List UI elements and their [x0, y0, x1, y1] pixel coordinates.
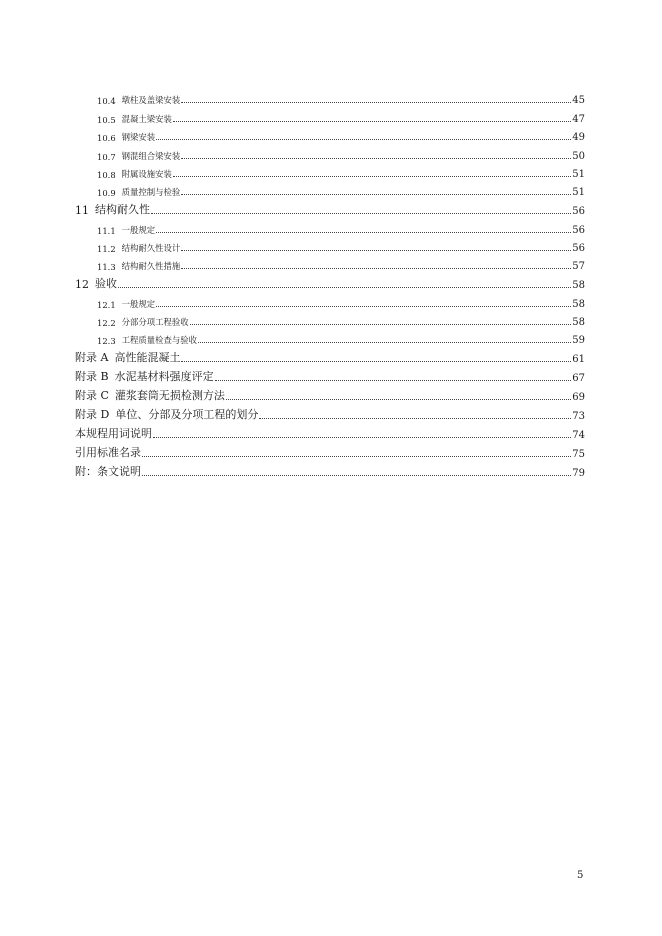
toc-entry-page: 56 — [572, 206, 585, 218]
dot-leader — [181, 267, 571, 269]
toc-entry-number: 10.9 — [97, 188, 116, 199]
toc-entry-title: 一般规定 — [121, 298, 156, 309]
toc-entry-title: 墩柱及盖梁安装 — [121, 95, 181, 106]
toc-entry-title: 结构耐久性 — [95, 203, 150, 217]
toc-entry-title: 验收 — [95, 277, 117, 291]
toc-entry-number: 附录 A — [75, 351, 109, 365]
toc-entry-number: 12.3 — [97, 336, 116, 347]
toc-entry-title: 高性能混凝土 — [114, 351, 181, 365]
dot-leader — [151, 212, 571, 214]
toc-entry-title: 本规程用词说明 — [75, 426, 152, 440]
dot-leader — [118, 286, 571, 288]
toc-entry-title: 附：条文说明 — [75, 464, 141, 478]
toc-entry-number: 10.8 — [97, 169, 116, 180]
toc-entry-12-2[interactable] — [75, 310, 585, 328]
toc-entry-number: 10.6 — [97, 133, 116, 144]
toc-entry-number: 附录 B — [75, 370, 109, 384]
toc-entry-title: 钢梁安装 — [121, 132, 156, 143]
dot-leader — [198, 341, 571, 343]
toc-entry-title: 灌浆套筒无损检测方法 — [114, 389, 225, 403]
toc-entry-title: 水泥基材料强度评定 — [114, 370, 214, 384]
dot-leader — [226, 398, 571, 400]
toc-appendix-b[interactable] — [75, 365, 585, 384]
toc-entry-page: 51 — [572, 187, 585, 199]
toc-entry-title: 引用标准名录 — [75, 445, 141, 459]
toc-entry-number: 12.2 — [97, 318, 116, 329]
dot-leader — [156, 231, 571, 233]
dot-leader — [153, 436, 571, 438]
toc-entry-title: 结构耐久性措施 — [121, 261, 181, 272]
toc-entry-number: 11.3 — [97, 262, 116, 273]
toc-entry-page: 45 — [572, 95, 585, 107]
dot-leader — [259, 417, 571, 419]
toc-entry-page: 61 — [572, 354, 585, 366]
toc-entry-page: 74 — [572, 429, 585, 441]
dot-leader — [181, 360, 571, 362]
toc-entry-number: 11.1 — [97, 225, 116, 236]
toc-entry-number: 11.2 — [97, 244, 116, 255]
toc-entry-title: 附属设施安装 — [121, 168, 172, 179]
toc-entry-number: 12 — [75, 278, 89, 292]
dot-leader — [156, 138, 571, 140]
toc-entry-number: 附录 D — [75, 408, 110, 422]
toc-entry-11-2[interactable] — [75, 236, 585, 254]
toc-entry-page: 51 — [572, 168, 585, 180]
toc-chapter-11[interactable] — [75, 198, 585, 217]
toc-entry-11-1[interactable] — [75, 217, 585, 235]
toc-wording-explanation[interactable] — [75, 422, 585, 441]
toc-entry-page: 75 — [572, 448, 585, 460]
toc-entry-number: 12.1 — [97, 299, 116, 310]
dot-leader — [173, 175, 571, 177]
toc-entry-page: 58 — [572, 280, 585, 292]
toc-entry-12-1[interactable] — [75, 291, 585, 309]
toc-entry-page: 59 — [572, 335, 585, 347]
page-number: 5 — [577, 870, 584, 881]
toc-entry-10-9[interactable] — [75, 180, 585, 198]
dot-leader — [181, 249, 571, 251]
toc-entry-title: 质量控制与检验 — [121, 187, 181, 198]
dot-leader — [156, 305, 571, 307]
toc-entry-title: 一般规定 — [121, 224, 156, 235]
toc-entry-title: 钢混组合梁安装 — [121, 150, 181, 161]
toc-entry-page: 56 — [572, 224, 585, 236]
toc-chapter-12[interactable] — [75, 272, 585, 291]
dot-leader — [181, 157, 571, 159]
toc-entry-10-4[interactable] — [75, 88, 585, 106]
toc-entry-page: 73 — [572, 411, 585, 423]
toc-referenced-standards[interactable] — [75, 441, 585, 460]
dot-leader — [190, 323, 572, 325]
toc-entry-page: 56 — [572, 243, 585, 255]
toc-entry-number: 11 — [75, 204, 89, 218]
toc-entry-number: 10.7 — [97, 151, 116, 162]
dot-leader — [215, 379, 572, 381]
toc-entry-title: 分部分项工程验收 — [121, 317, 189, 328]
toc-entry-12-3[interactable] — [75, 328, 585, 346]
toc-entry-title: 混凝土梁安装 — [121, 113, 172, 124]
toc-entry-page: 79 — [572, 467, 585, 479]
toc-entry-number: 附录 C — [75, 389, 109, 403]
toc-entry-page: 49 — [572, 132, 585, 144]
toc-appendix-a[interactable] — [75, 346, 585, 365]
toc-entry-11-3[interactable] — [75, 254, 585, 272]
toc-entry-10-6[interactable] — [75, 125, 585, 143]
table-of-contents — [75, 88, 585, 479]
toc-entry-10-8[interactable] — [75, 162, 585, 180]
toc-entry-title: 单位、分部及分项工程的划分 — [115, 408, 259, 422]
toc-entry-10-7[interactable] — [75, 143, 585, 161]
toc-entry-page: 58 — [572, 317, 585, 329]
toc-entry-title: 结构耐久性设计 — [121, 243, 181, 254]
dot-leader — [142, 474, 571, 476]
toc-appendix-c[interactable] — [75, 384, 585, 403]
toc-entry-10-5[interactable] — [75, 106, 585, 124]
dot-leader — [181, 193, 571, 195]
toc-entry-title: 工程质量检查与验收 — [121, 335, 198, 346]
dot-leader — [181, 101, 571, 103]
toc-entry-number: 10.5 — [97, 114, 116, 125]
toc-entry-page: 69 — [572, 392, 585, 404]
dot-leader — [173, 120, 571, 122]
toc-clause-explanation[interactable] — [75, 460, 585, 479]
toc-appendix-d[interactable] — [75, 403, 585, 422]
dot-leader — [142, 455, 571, 457]
toc-entry-number: 10.4 — [97, 96, 116, 107]
toc-entry-page: 50 — [572, 150, 585, 162]
toc-entry-page: 58 — [572, 298, 585, 310]
toc-entry-page: 67 — [572, 373, 585, 385]
toc-entry-page: 57 — [572, 261, 585, 273]
toc-entry-page: 47 — [572, 113, 585, 125]
